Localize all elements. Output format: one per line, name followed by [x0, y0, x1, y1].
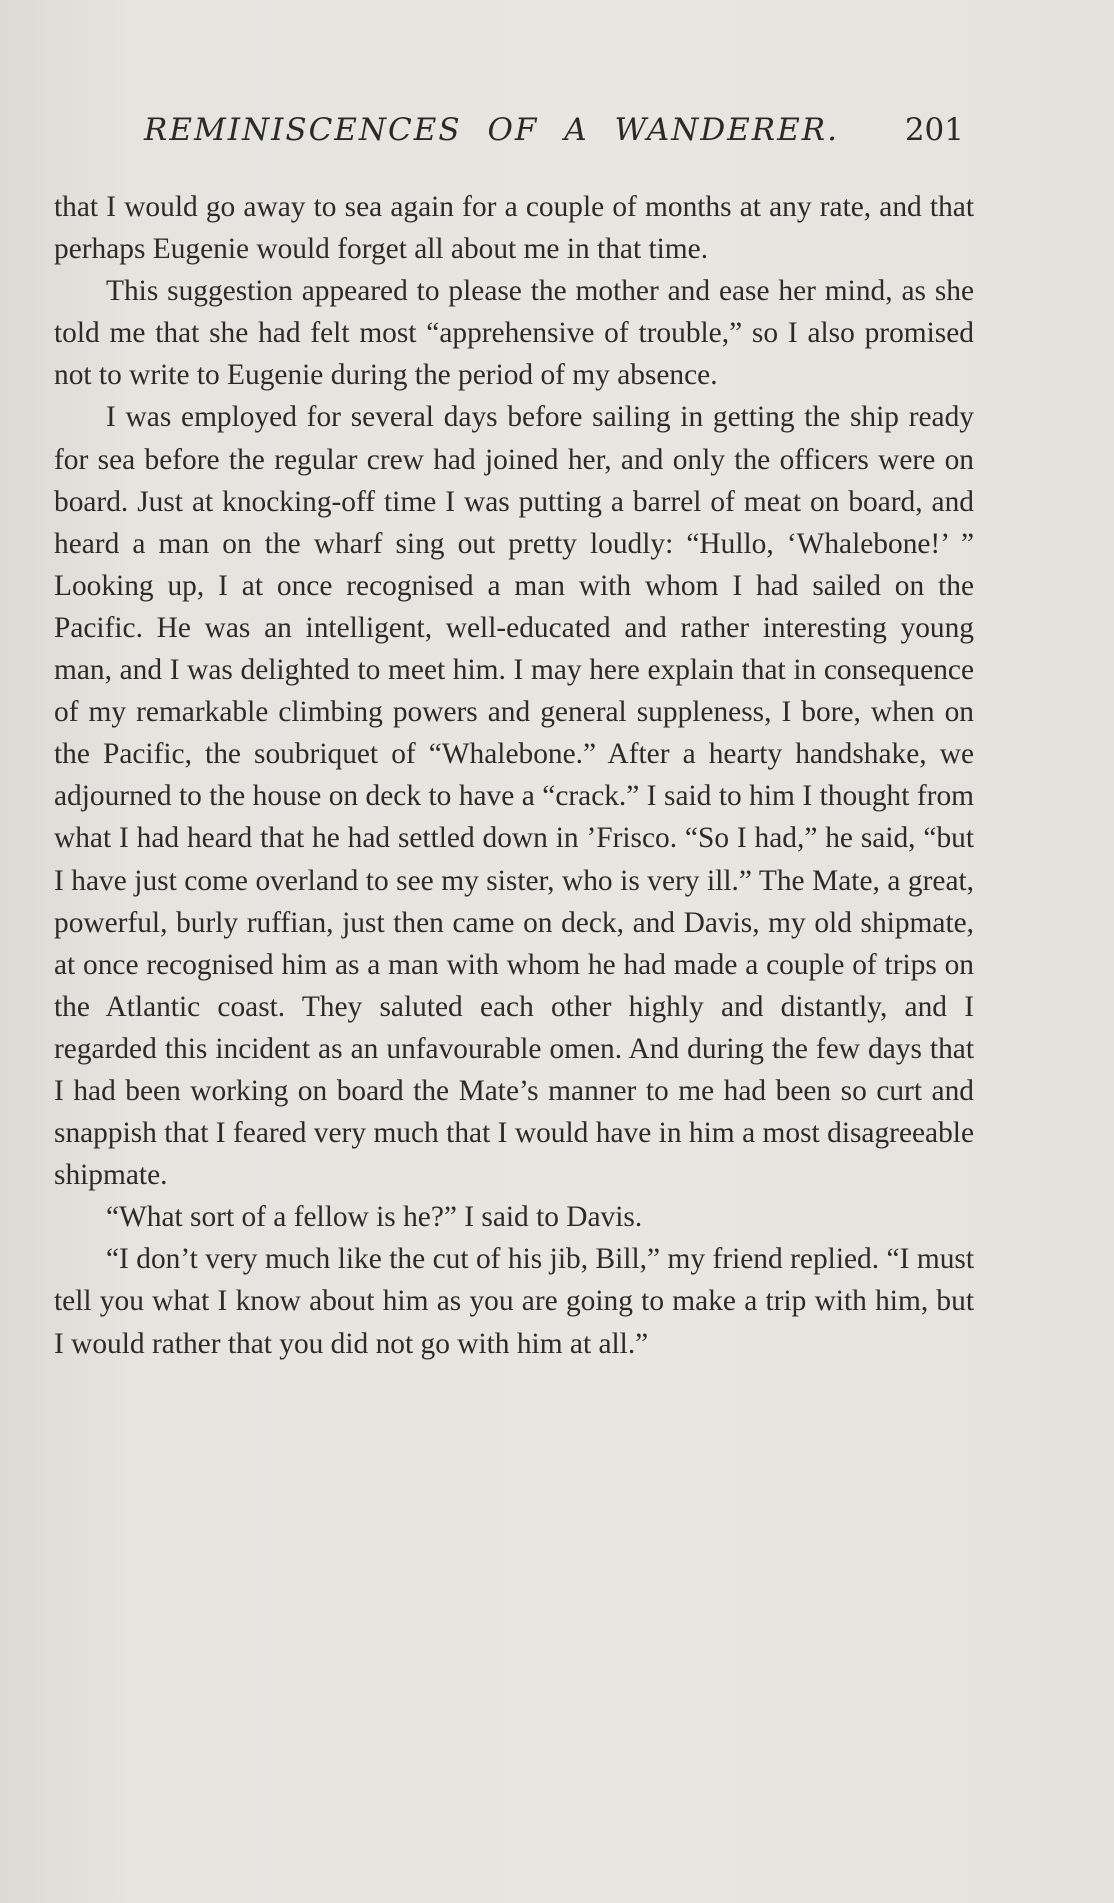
paragraph-5: “I don’t very much like the cut of his jib, Bill,” my friend replied. “I must tell you what I know about him as you are going to make a trip with him, but I would rather that you did not go with him at all.”	[54, 1243, 974, 1360]
running-head: REMINISCENCES OF A WANDERER.	[144, 112, 839, 148]
page-header	[54, 108, 964, 158]
paragraph-2: This suggestion appeared to please the mother and ease her mind, as she told me that she had felt most “apprehensive of trouble,” so I also promised not to write to Eugenie during the period of my absence.	[54, 275, 974, 392]
paragraph-3: I was employed for several days before sailing in getting the ship ready for sea before the regular crew had joined her, and only the officers were on board. Just at knocking-off time I was putting a barrel of meat on board, and heard a man on the wharf sing out pretty loudly: “Hullo, ‘Whalebone!’ ” Looking up, I at once recognised a man with whom I had sailed on the Pacific. He was an intelligent, well-educated and rather interesting young man, and I was delighted to meet him. I may here explain that in consequence of my remarkable climbing powers and general suppleness, I bore, when on the Pacific, the soubriquet of “Whalebone.” After a hearty handshake, we adjourned to the house on deck to have a “crack.” I said to him I thought from what I had heard that he had settled down in ’Frisco. “So I had,” he said, “but I have just come overland to see my sister, who is very ill.” The Mate, a great, powerful, burly ruffian, just then came on deck, and Davis, my old shipmate, at once recognised him as a man with whom he had made a couple of trips on the Atlantic coast. They saluted each other highly and distantly, and I regarded this incident as an unfavourable omen. And during the few days that I had been working on board the Mate’s manner to me had been so curt and snappish that I feared very much that I would have in him a most disagreeable shipmate.	[54, 401, 974, 1192]
paragraph-4: “What sort of a fellow is he?” I said to Davis.	[106, 1201, 643, 1234]
body-text	[54, 186, 974, 1365]
paragraph-1: that I would go away to sea again for a couple of months at any rate, and that perhaps Eugenie would forget all about me in that time.	[54, 191, 974, 266]
page-number: 201	[904, 112, 964, 148]
